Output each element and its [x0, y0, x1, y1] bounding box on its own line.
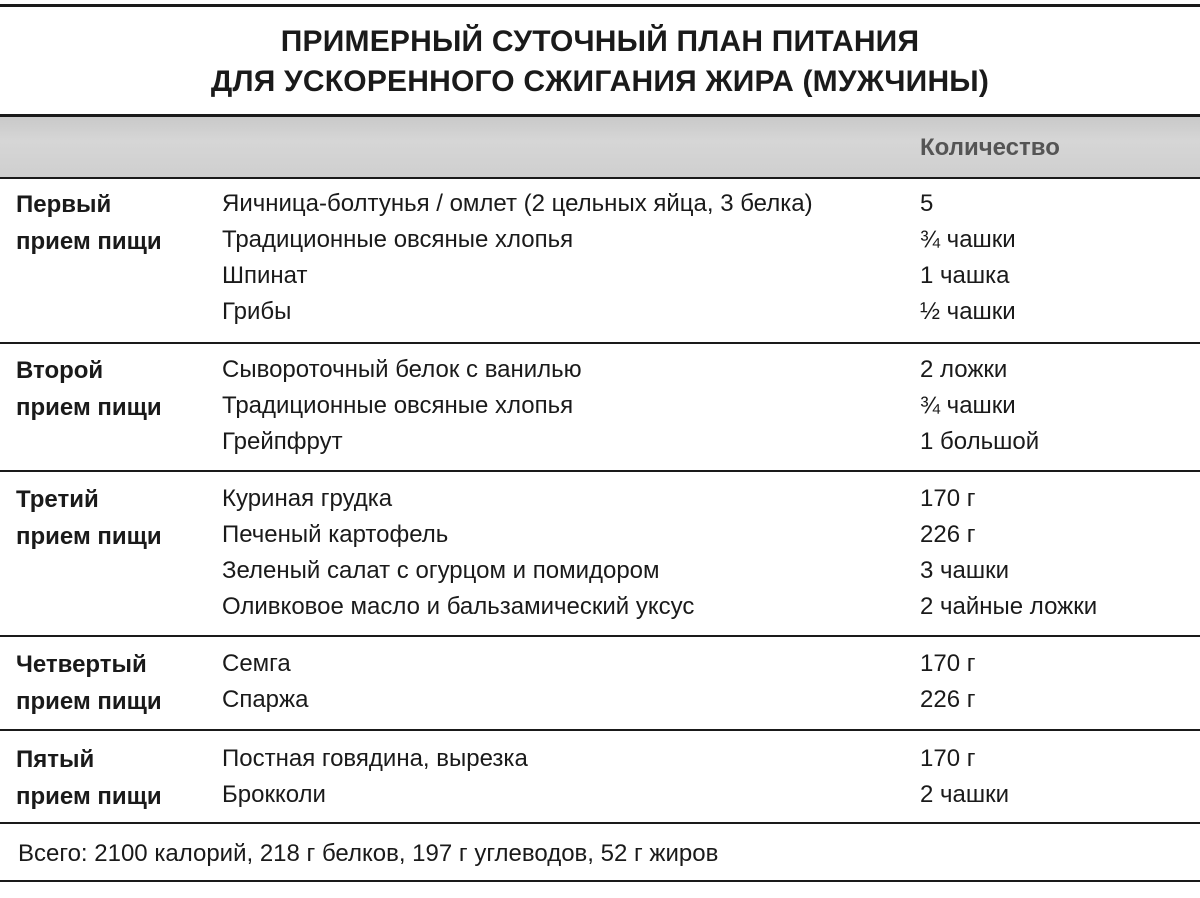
bottom-rule: [0, 880, 1200, 882]
food-item: Куриная грудка: [222, 485, 393, 512]
food-quantity: 2 ложки: [920, 356, 1008, 383]
food-item: Спаржа: [222, 686, 309, 713]
food-quantity: 226 г: [920, 686, 976, 713]
food-quantity: 2 чашки: [920, 781, 1010, 808]
food-item: Яичница-болтунья / омлет (2 цельных яйца, 3 белка): [222, 190, 813, 217]
food-item: Семга: [222, 650, 291, 677]
section-divider: [0, 342, 1200, 344]
food-quantity: 226 г: [920, 521, 976, 548]
food-item: Традиционные овсяные хлопья: [222, 226, 574, 253]
food-item: Грибы: [222, 298, 292, 325]
top-rule: [0, 4, 1200, 7]
section-divider: [0, 729, 1200, 731]
food-item: Грейпфрут: [222, 428, 343, 455]
title-line-1: ПРИМЕРНЫЙ СУТОЧНЫЙ ПЛАН ПИТАНИЯ: [280, 25, 920, 58]
food-item: Брокколи: [222, 781, 326, 808]
meal-name-line-1: Пятый: [16, 746, 95, 773]
section-divider: [0, 822, 1200, 824]
food-item: Печеный картофель: [222, 521, 449, 548]
food-item: Зеленый салат с огурцом и помидором: [222, 557, 660, 584]
food-item: Оливковое масло и бальзамический уксус: [222, 593, 695, 620]
food-quantity: 2 чайные ложки: [920, 593, 1098, 620]
food-quantity: 1 чашка: [920, 262, 1010, 289]
section-divider: [0, 635, 1200, 637]
meal-name: [16, 352, 162, 426]
meal-name-line-1: Второй: [16, 357, 104, 384]
meal-name-line-2: прием пищи: [16, 394, 162, 421]
food-quantity: 170 г: [920, 650, 976, 677]
header-rule: [0, 177, 1200, 179]
meal-name: [16, 646, 162, 720]
meal-name: [16, 186, 162, 260]
meal-name: [16, 741, 162, 815]
food-item: Традиционные овсяные хлопья: [222, 392, 574, 419]
meal-name-line-2: прием пищи: [16, 783, 162, 810]
title-line-2: ДЛЯ УСКОРЕННОГО СЖИГАНИЯ ЖИРА (МУЖЧИНЫ): [210, 65, 990, 98]
food-quantity: 170 г: [920, 745, 976, 772]
meal-name-line-1: Первый: [16, 191, 112, 218]
food-quantity: ¾ чашки: [920, 226, 1016, 253]
food-quantity: 170 г: [920, 485, 976, 512]
meal-name-line-1: Четвертый: [16, 651, 147, 678]
food-item: Сывороточный белок с ванилью: [222, 356, 582, 383]
section-divider: [0, 470, 1200, 472]
meal-name-line-2: прием пищи: [16, 688, 162, 715]
totals-summary: Всего: 2100 калорий, 218 г белков, 197 г углеводов, 52 г жиров: [18, 840, 719, 867]
meal-name-line-1: Третий: [16, 486, 99, 513]
food-quantity: ¾ чашки: [920, 392, 1016, 419]
food-item: Шпинат: [222, 262, 308, 289]
food-item: Постная говядина, вырезка: [222, 745, 528, 772]
food-quantity: 1 большой: [920, 428, 1040, 455]
meal-name-line-2: прием пищи: [16, 228, 162, 255]
meal-name-line-2: прием пищи: [16, 523, 162, 550]
quantity-column-header: Количество: [920, 134, 1060, 161]
page-title: [0, 22, 1200, 102]
food-quantity: ½ чашки: [920, 298, 1016, 325]
food-quantity: 3 чашки: [920, 557, 1010, 584]
food-quantity: 5: [920, 190, 934, 217]
meal-name: [16, 481, 162, 555]
